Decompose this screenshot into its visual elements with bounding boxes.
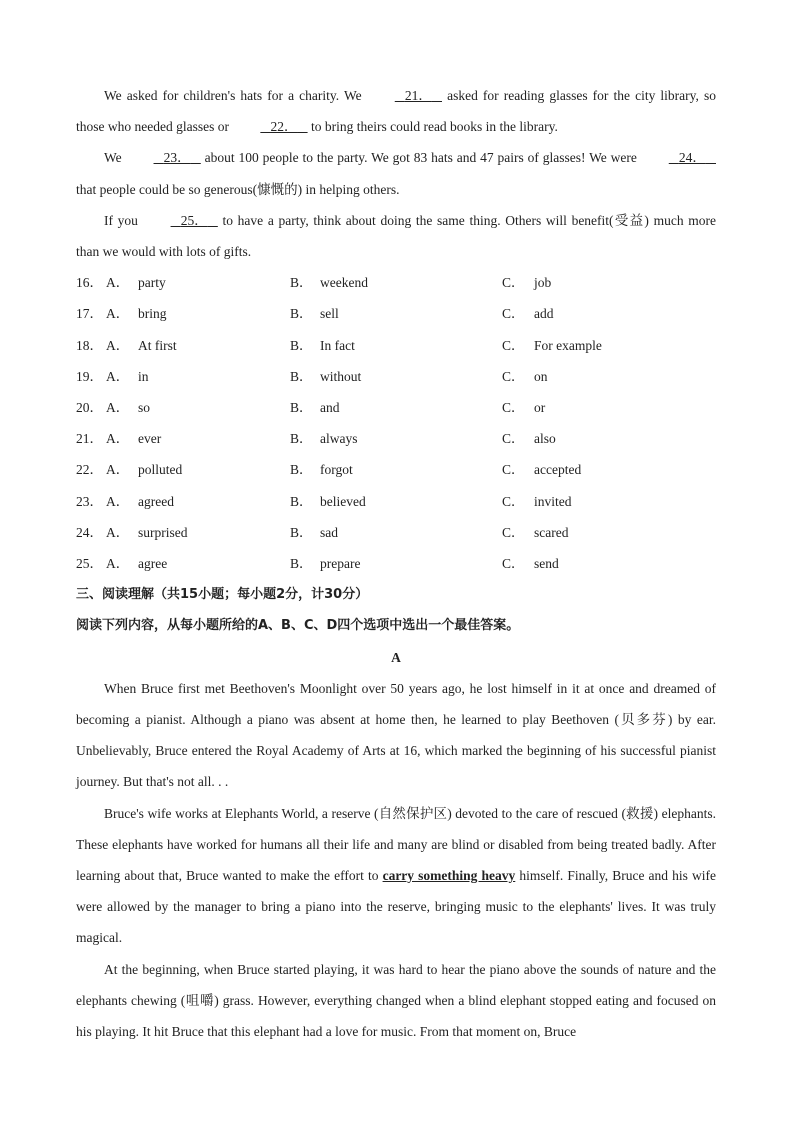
question-number: 18． (76, 337, 103, 353)
section-title: 三、阅读理解（共15小题；每小题2分，计30分） (76, 587, 369, 603)
option-letter-c: C． (502, 493, 525, 509)
option-c: job (534, 275, 552, 291)
text: to bring theirs could read books in the library. (307, 119, 558, 135)
blank-23: 23． (163, 150, 191, 166)
option-a: party (138, 275, 166, 291)
text: himself. Finally, Bruce and his wife were allowed by the manager to bring a piano into the reserve, bringing music to the elephants' lives. It was truly magical. (76, 867, 716, 946)
option-a: At first (138, 337, 177, 353)
option-b: sell (320, 306, 339, 322)
option-letter-a: A． (106, 524, 130, 540)
option-letter-c: C． (502, 306, 525, 322)
option-c: or (534, 399, 546, 415)
passage-a-paragraph-1: When Bruce first met Beethoven's Moonlight over 50 years ago, he lost himself in it at once and dreamed of becoming a pianist. Although a piano was absent at home then, he learned to play Beethoven (贝多芬) by ear. Unbelievably, Bruce entered the Royal Academy of Arts at 16, which marked the beginning of his successful pianist journey. But that's not all. . . (76, 680, 716, 790)
question-number: 24． (76, 524, 103, 540)
option-row (76, 548, 716, 579)
text: We asked for children's hats for a charity. We (104, 88, 367, 103)
blank-21: 21． (404, 88, 432, 103)
option-c: on (534, 368, 548, 384)
text: asked for reading glasses for the city library, so those who needed glasses or (76, 88, 716, 135)
option-b: forgot (320, 462, 353, 478)
option-letter-b: B． (290, 399, 313, 415)
option-letter-b: B． (290, 368, 313, 384)
option-row (76, 454, 716, 485)
option-letter-c: C． (502, 337, 525, 353)
option-a: ever (138, 431, 162, 447)
option-a: surprised (138, 524, 188, 540)
option-letter-b: B． (290, 275, 313, 291)
option-b: weekend (320, 275, 368, 291)
option-c: add (534, 306, 554, 322)
passage-a-paragraph-3: At the beginning, when Bruce started playing, it was hard to hear the piano above the sounds of nature and the elephants chewing (咀嚼) grass. However, everything changed when a blind elephant stopped eating and focused on his playing. It hit Bruce that this elephant had a love for music. From that moment on, Bruce (76, 961, 716, 1039)
question-number: 25． (76, 555, 103, 571)
option-letter-c: C． (502, 368, 525, 384)
option-a: agreed (138, 493, 174, 509)
text: If you (104, 212, 143, 228)
option-b: always (320, 431, 358, 447)
option-row (76, 423, 716, 454)
option-letter-b: B． (290, 555, 313, 571)
passage-a-paragraph-2 (76, 798, 716, 954)
text: that people could be so generous(慷慨的) in helping others. (76, 181, 400, 197)
option-a: so (138, 399, 151, 415)
paragraph-charity (76, 80, 716, 142)
option-letter-b: B． (290, 493, 313, 509)
option-a: bring (138, 306, 167, 322)
emphasized-phrase: carry something heavy (382, 867, 516, 883)
option-a: agree (138, 555, 168, 571)
option-c: invited (534, 493, 572, 509)
option-letter-a: A． (106, 431, 130, 447)
question-number: 16． (76, 275, 103, 291)
option-b: In fact (320, 337, 355, 353)
blank-22: 22． (270, 119, 298, 135)
option-row (76, 486, 716, 517)
option-c: accepted (534, 462, 582, 478)
option-row (76, 267, 716, 298)
option-letter-c: C． (502, 555, 525, 571)
option-letter-c: C． (502, 431, 525, 447)
question-number: 22． (76, 462, 103, 478)
document-page (76, 80, 716, 1047)
option-letter-c: C． (502, 275, 525, 291)
option-c: For example (534, 337, 602, 353)
option-letter-a: A． (106, 368, 130, 384)
option-letter-b: B． (290, 524, 313, 540)
option-letter-c: C． (502, 524, 525, 540)
option-b: without (320, 368, 362, 384)
paragraph-advice (76, 205, 716, 267)
question-number: 20． (76, 399, 103, 415)
option-letter-b: B． (290, 306, 313, 322)
question-number: 23． (76, 493, 103, 509)
option-letter-c: C． (502, 462, 525, 478)
blank-25: 25． (180, 212, 208, 228)
option-b: and (320, 399, 340, 415)
option-letter-c: C． (502, 399, 525, 415)
option-c: also (534, 431, 556, 447)
option-b: believed (320, 493, 366, 509)
option-letter-b: B． (290, 337, 313, 353)
option-letter-a: A． (106, 493, 130, 509)
option-b: sad (320, 524, 338, 540)
option-row (76, 517, 716, 548)
option-row (76, 392, 716, 423)
option-a: in (138, 368, 149, 384)
option-a: polluted (138, 462, 183, 478)
question-number: 19． (76, 368, 103, 384)
option-letter-a: A． (106, 275, 130, 291)
options-list (76, 267, 716, 579)
option-letter-a: A． (106, 399, 130, 415)
option-letter-b: B． (290, 462, 313, 478)
option-row (76, 298, 716, 329)
option-c: scared (534, 524, 569, 540)
option-letter-a: A． (106, 306, 130, 322)
option-c: send (534, 555, 559, 571)
blank-24: 24． (678, 150, 706, 166)
paragraph-party (76, 142, 716, 204)
passage-label: A (391, 649, 401, 665)
option-letter-a: A． (106, 337, 130, 353)
option-row (76, 330, 716, 361)
question-number: 21． (76, 431, 103, 447)
question-number: 17． (76, 306, 103, 322)
text: We (104, 150, 126, 166)
text: to have a party, think about doing the same thing. Others will benefit(受益) much more than we would with lots of gifts. (76, 212, 716, 260)
option-letter-a: A． (106, 462, 130, 478)
option-letter-a: A． (106, 555, 130, 571)
section-instruction: 阅读下列内容，从每小题所给的A、B、C、D四个选项中选出一个最佳答案。 (76, 618, 520, 634)
text: Bruce's wife works at Elephants World, a reserve (自然保护区) devoted to the care of rescued (救援) elephants. These elephants have worked for humans all their life and many are blind or disabled from being treated badly. After learning about that, Bruce wanted to make the effort to (76, 805, 716, 883)
option-b: prepare (320, 555, 361, 571)
text: about 100 people to the party. We got 83 hats and 47 pairs of glasses! We were (200, 150, 641, 166)
option-row (76, 361, 716, 392)
option-letter-b: B． (290, 431, 313, 447)
